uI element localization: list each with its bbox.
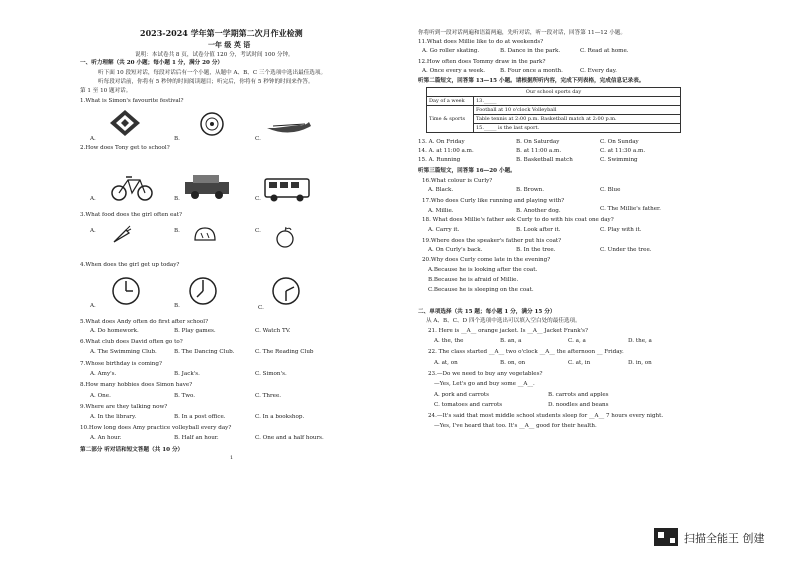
option-label: B. Another dog.: [516, 208, 561, 214]
option-label: A. Amy's.: [90, 371, 117, 377]
option-label: B. an, a: [500, 338, 522, 344]
clock-icon: [110, 275, 142, 307]
option-label: C. Every day.: [580, 68, 617, 74]
option-label: —Yes, I've heard that too. It's __A__ good for their health.: [434, 423, 597, 429]
option-label: B. In a post office.: [174, 414, 226, 420]
option-label: B. Brown.: [516, 187, 544, 193]
car-icon: [183, 172, 231, 202]
listening-intro: 你将听到一段对话两遍和语篇两遍，先听对话，听一段对话，回答第 11—12 小题。: [418, 30, 626, 36]
option-label: C.Because he is sleeping on the coat.: [428, 287, 534, 293]
option-label: A. Go roller skating.: [422, 48, 480, 54]
option-label: B. Four once a month.: [500, 68, 563, 74]
option-label: C. at 11:30 a.m.: [600, 148, 646, 154]
option-label: C. Play with it.: [600, 227, 642, 233]
option-label: A. Carry it.: [428, 227, 460, 233]
option-label: A. Black.: [428, 187, 454, 193]
option-label: A. the, the: [434, 338, 464, 344]
question-text: 8.How many hobbies does Simon have?: [80, 382, 193, 388]
option-label: A. at, on: [434, 360, 458, 366]
exam-title: 2023-2024 学年第一学期第二次月作业检测: [140, 28, 303, 38]
option-label: B. Look after it.: [516, 227, 561, 233]
scanner-app-label: 扫描全能王 创建: [684, 532, 765, 545]
option-label: C.: [255, 228, 261, 234]
table-title: Our school sports day: [427, 88, 681, 97]
table-cell: Day of a week: [427, 97, 474, 106]
mooncake-icon: [200, 110, 224, 138]
option-label: A. Do homework.: [90, 328, 139, 334]
bicycle-icon: [110, 172, 154, 202]
option-label: B. at 11:00 a.m.: [516, 148, 562, 154]
part1-directions-3: 第 1 至 10 题对话。: [80, 88, 132, 94]
listening-section-2: 听第二篇短文，回答第 13—15 小题。请根据所听内容，完成下列表格，完成信息记录表。: [418, 78, 645, 84]
page-number: 1: [230, 455, 234, 461]
option-label: D. the, a: [628, 338, 652, 344]
option-label: B. Half an hour.: [174, 435, 219, 441]
question-text: 2.How does Tony get to school?: [80, 145, 170, 151]
question-text: 22. The class started __A__ two o'clock __A__ the afternoon __ Friday.: [428, 349, 624, 355]
option-label: C. Under the tree.: [600, 247, 652, 253]
option-label: C. Watch TV.: [255, 328, 291, 334]
option-label: B. In the tree.: [516, 247, 556, 253]
option-label: C. Blue: [600, 187, 621, 193]
table-cell: Football at 10 o'clock Volleyball: [474, 106, 681, 115]
option-label: A. pork and carrots: [434, 392, 489, 398]
part1-heading: 一、听力理解（共 20 小题；每小题 1 分，满分 20 分）: [80, 60, 224, 66]
question-text: 11.What does Millie like to do at weekends?: [418, 39, 544, 45]
option-label: B. Play games.: [174, 328, 216, 334]
dragon-boat-icon: [265, 116, 315, 138]
question-text: 4.When does the girl get up today?: [80, 262, 180, 268]
option-label: A. An hour.: [90, 435, 122, 441]
option-label: C. Simon's.: [255, 371, 287, 377]
table-cell: Table tennis at 2:00 p.m. Basketball match at 2:00 p.m.: [474, 115, 681, 124]
option-label: B.: [174, 136, 180, 142]
option-label: C. tomatoes and carrots: [434, 402, 503, 408]
option-label: C. a, a: [568, 338, 586, 344]
clock-icon: [270, 275, 302, 307]
question-text: 19.Where does the speaker's father put his coat?: [422, 238, 562, 244]
exam-instructions: 说明：本试卷共 8 页，试卷分值 120 分，考试时间 100 分钟。: [135, 52, 294, 58]
question-text: 16.What colour is Curly?: [422, 178, 493, 184]
carrot-icon: [110, 224, 132, 246]
option-label: C. Three.: [255, 393, 282, 399]
option-label: B. On Saturday: [516, 139, 560, 145]
option-label: D. in, on: [628, 360, 652, 366]
question-text: 24.—It's said that most middle school students sleep for __A__ 7 hours every night.: [428, 413, 664, 419]
option-label: A.: [90, 196, 96, 202]
option-label: A. On Curly's back.: [428, 247, 483, 253]
option-label: A.: [90, 136, 96, 142]
option-label: C. In a bookshop.: [255, 414, 305, 420]
option-label: A. The Swimming Club.: [90, 349, 157, 355]
option-label: C. The Reading Club: [255, 349, 314, 355]
apple-icon: [272, 226, 298, 248]
table-cell: 15._____ is the last sport.: [474, 124, 681, 133]
part2-grammar-heading: 二、单项选择（共 15 题；每小题 1 分，满分 15 分）: [418, 309, 556, 315]
option-label: C. Read at home.: [580, 48, 629, 54]
question-text: 13. A. On Friday: [418, 139, 465, 145]
table-cell: 13._____: [474, 97, 681, 106]
question-text: 3.What food does the girl often eat?: [80, 212, 182, 218]
option-label: B.Because he is afraid of Millie.: [428, 277, 519, 283]
option-label: B. carrots and apples: [548, 392, 609, 398]
question-text: 9.Where are they talking now?: [80, 404, 168, 410]
clock-icon: [187, 275, 219, 307]
option-label: B.: [174, 303, 180, 309]
option-label: C. One and a half hours.: [255, 435, 324, 441]
option-label: C. On Sunday: [600, 139, 639, 145]
option-label: A. One.: [90, 393, 111, 399]
option-label: A. Millie.: [428, 208, 454, 214]
option-label: A.: [90, 303, 96, 309]
option-label: D. noodles and beans: [548, 402, 609, 408]
option-label: B. The Dancing Club.: [174, 349, 235, 355]
option-label: B. on, on: [500, 360, 526, 366]
lantern-icon: [108, 108, 142, 138]
option-label: A.: [90, 228, 96, 234]
table-cell: Time & sports: [427, 106, 474, 133]
question-text: 10.How long does Amy practice volleyball every day?: [80, 425, 232, 431]
option-label: B. Jack's.: [174, 371, 200, 377]
question-text: 15. A. Running: [418, 157, 461, 163]
part2-grammar-directions: 从 A、B、C、D 四个选项中选出可以填入空白处的最佳选项。: [426, 318, 581, 324]
bread-icon: [192, 224, 218, 244]
question-text: 21. Here is __A__ orange jacket. Is __A__ Jacket Frank's?: [428, 328, 589, 334]
question-text: 23.—Do we need to buy any vegetables?: [428, 371, 543, 377]
question-text: 14. A. at 11:00 a.m.: [418, 148, 474, 154]
option-label: A. In the library.: [90, 414, 137, 420]
option-label: C.: [258, 305, 264, 311]
sports-day-table: [426, 87, 681, 133]
question-text: 1.What is Simon's favourite festival?: [80, 98, 184, 104]
option-label: C. Swimming: [600, 157, 638, 163]
question-text: 20.Why does Curly come late in the evening?: [422, 257, 551, 263]
question-text: 5.What does Andy often do first after school?: [80, 319, 209, 325]
part2-heading: 第二部分 听对话和短文答题（共 10 分）: [80, 447, 184, 453]
option-label: —Yes, Let's go and buy some __A__.: [434, 381, 535, 387]
part1-directions-2: 听每段对话前，你将有 5 秒钟的时间阅读题目；听完后，你将有 5 秒钟的时间来作答。: [98, 79, 314, 85]
option-label: C. at, in: [568, 360, 591, 366]
question-text: 17.Who does Curly like running and playing with?: [422, 198, 565, 204]
option-label: C.: [255, 136, 261, 142]
option-label: B.: [174, 228, 180, 234]
option-label: A. Once every a week.: [422, 68, 486, 74]
scanner-watermark: [654, 528, 784, 546]
option-label: C.: [255, 196, 261, 202]
option-label: B.: [174, 196, 180, 202]
option-label: A.Because he is looking after the coat.: [428, 267, 538, 273]
option-label: B. Dance in the park.: [500, 48, 561, 54]
question-text: 12.How often does Tommy draw in the park?: [418, 59, 546, 65]
question-text: 7.Whose birthday is coming?: [80, 361, 162, 367]
bus-icon: [263, 177, 311, 203]
option-label: B. Basketball match: [516, 157, 573, 163]
part1-directions-1: 听下面 10 段短对话，每段对话后有一个小题，从题中 A、B、C 三个选项中选出最佳选项。: [98, 70, 327, 76]
qr-code-icon: [654, 528, 678, 546]
question-text: 6.What club does David often go to?: [80, 339, 183, 345]
listening-section-3: 听第三篇短文，回答第 16—20 小题。: [418, 168, 516, 174]
option-label: B. Two.: [174, 393, 196, 399]
exam-subtitle: 一年 级 英 语: [208, 40, 251, 49]
question-text: 18. What does Millie's father ask Curly to do with his coat one day?: [422, 217, 614, 223]
option-label: C. The Millie's father.: [600, 206, 661, 212]
